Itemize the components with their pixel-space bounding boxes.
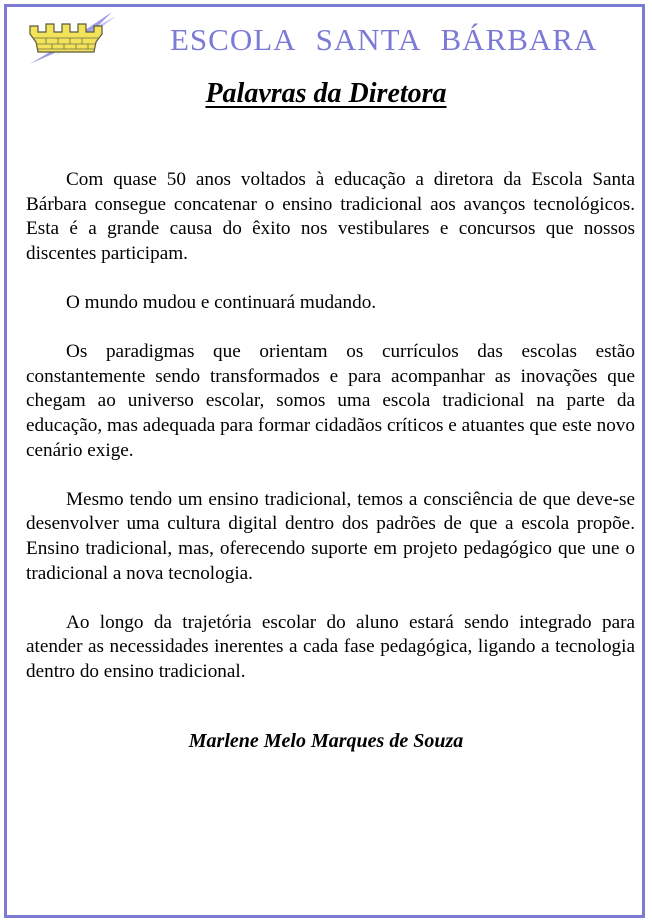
school-crest-icon: [24, 6, 120, 66]
paragraph: Ao longo da trajetória escolar do aluno estará sendo integrado para atender as necessidades inerentes a cada fase pedagógica, ligando a tecnologia dentro do ensino tradicional.: [26, 611, 635, 682]
school-name: ESCOLA SANTA BÁRBARA: [170, 22, 598, 57]
paragraph: Os paradigmas que orientam os currículos das escolas estão constantemente sendo transformados e para acompanhar as inovações que chegam ao universo escolar, somos uma escola tradicional na parte da educação, mas adequada para formar cidadãos críticos e atuantes que este novo cenário exige.: [26, 341, 635, 461]
signature: Marlene Melo Marques de Souza: [188, 730, 464, 752]
letter-body: [26, 168, 635, 709]
page-title: [0, 78, 652, 110]
paragraph: O mundo mudou e continuará mudando.: [66, 291, 377, 313]
paragraph: Mesmo tendo um ensino tradicional, temos a consciência de que deve-se desenvolver uma cultura digital dentro dos padrões de que a escola propõe. Ensino tradicional, mas, oferecendo suporte em projeto pedagógico que une o tradicional a nova tecnologia.: [26, 488, 635, 584]
paragraph: Com quase 50 anos voltados à educação a diretora da Escola Santa Bárbara consegue concatenar o ensino tradicional aos avanços tecnológicos. Esta é a grande causa do êxito nos vestibulares e concursos que nossos discentes participam.: [26, 169, 635, 264]
page-title-text: Palavras da Diretora: [205, 78, 447, 109]
